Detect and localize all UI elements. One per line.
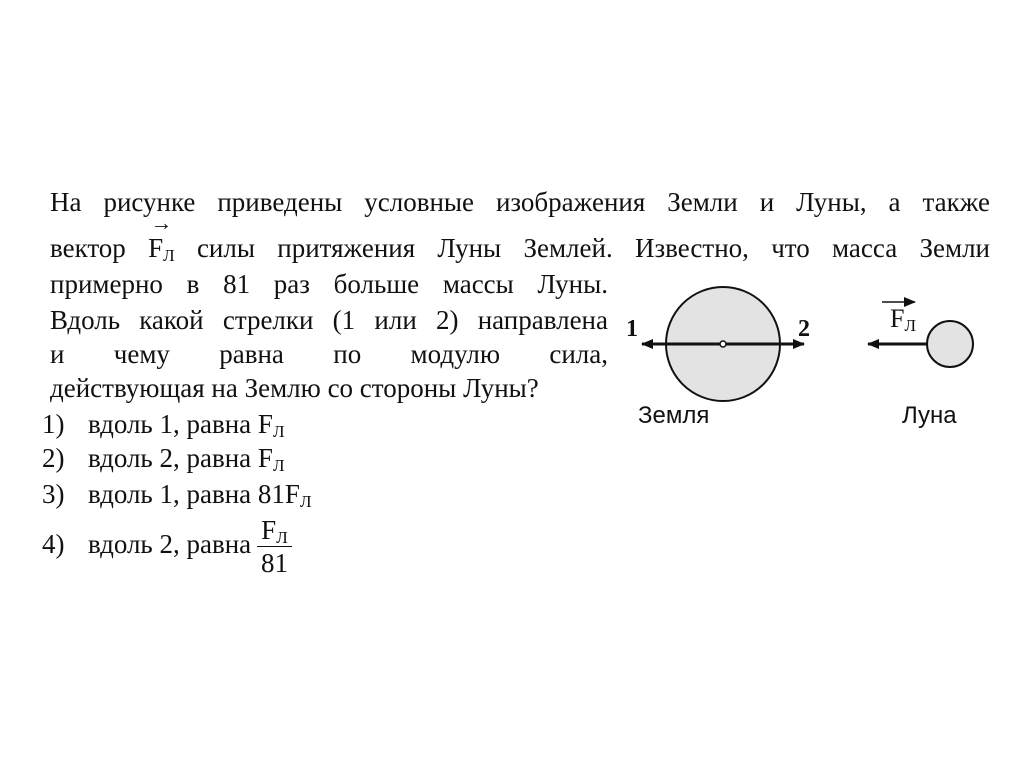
- problem-line-1: На рисунке приведены условные изображения Земли и Луны, а также: [50, 187, 990, 217]
- moon-circle: [927, 321, 973, 367]
- answer-option-1: 1) вдоль 1, равна $F_Л$: [42, 409, 285, 441]
- fraction-numerator: $F_Л$: [257, 516, 292, 547]
- option-number: 1): [42, 409, 65, 439]
- problem-line-6: действующая на Землю со стороны Луны?: [50, 373, 539, 403]
- arrow-1-label: 1: [626, 316, 638, 342]
- problem-line-2: вектор → $F_Л$ силы притяжения Луны Землей. Известно, что масса Земли: [50, 210, 990, 265]
- fraction: [257, 516, 292, 577]
- moon-force-label: $F_Л$: [890, 304, 916, 335]
- earth-moon-diagram: [620, 280, 980, 440]
- option-text: вдоль 2, равна: [88, 529, 252, 559]
- answer-option-3: 3) вдоль 1, равна $81F_Л$: [42, 479, 312, 511]
- answer-option-2: 2) вдоль 2, равна $F_Л$: [42, 443, 285, 475]
- earth-label: Земля: [638, 402, 710, 429]
- answer-option-4: [42, 512, 292, 577]
- fraction-denominator: 81: [260, 548, 288, 579]
- moon-label: Луна: [902, 402, 957, 429]
- earth-center-dot: [720, 341, 726, 347]
- vector-arrow-icon: →: [150, 210, 173, 235]
- arrow-2-label: 2: [798, 316, 810, 342]
- problem-line-3: примерно в 81 раз больше массы Луны.: [50, 269, 608, 299]
- option-number: 2): [42, 443, 65, 473]
- option-text: вдоль 1, равна: [88, 409, 252, 439]
- problem-line-4: Вдоль какой стрелки (1 или 2) направлена: [50, 305, 608, 335]
- option-text: вдоль 1, равна: [88, 479, 252, 509]
- force-vector-symbol: → $F_Л$: [148, 210, 175, 265]
- problem-line-5: и чему равна по модулю сила,: [50, 339, 608, 369]
- option-number: 4): [42, 529, 65, 559]
- option-number: 3): [42, 479, 65, 509]
- option-text: вдоль 2, равна: [88, 443, 252, 473]
